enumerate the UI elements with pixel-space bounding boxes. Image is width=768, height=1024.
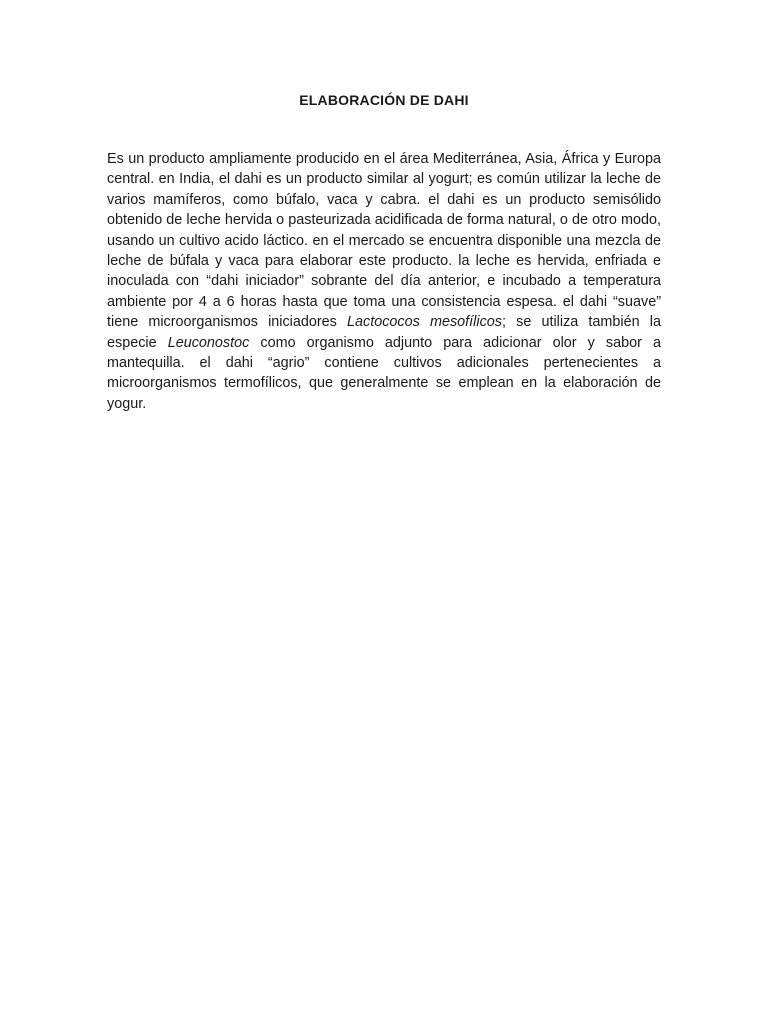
paragraph-text-2: ; se utiliza también la especie	[107, 314, 661, 351]
paragraph-text-3: como organismo adjunto para adicionar olor y sabor a mantequilla. el dahi “agrio” contiene cultivos adicionales pertenecientes a microorganismos termofílicos, que generalmente se emplean en la elaboración de yogur.	[107, 334, 661, 412]
document-title: ELABORACIÓN DE DAHI	[299, 92, 469, 108]
species-name-lactococos: Lactococos mesofílicos	[347, 314, 502, 331]
paragraph-text-1: Es un producto ampliamente producido en el área Mediterránea, Asia, África y Europa central. en India, el dahi es un producto similar al yogurt; es común utilizar la leche de varios mamíferos, como búfalo, vaca y cabra. el dahi es un producto semisólido obtenido de leche hervida o pasteurizada acidificada de forma natural, o de otro modo, usando un cultivo acido láctico. en el mercado se encuentra disponible una mezcla de leche de búfala y vaca para elaborar este producto. la leche es hervida, enfriada e inoculada con “dahi iniciador” sobrante del día anterior, e incubado a temperatura ambiente por 4 a 6 horas hasta que toma una consistencia espesa. el dahi “suave” tiene microorganismos iniciadores	[107, 151, 661, 331]
body-paragraph	[107, 149, 661, 414]
species-name-leuconostoc: Leuconostoc	[167, 334, 250, 351]
